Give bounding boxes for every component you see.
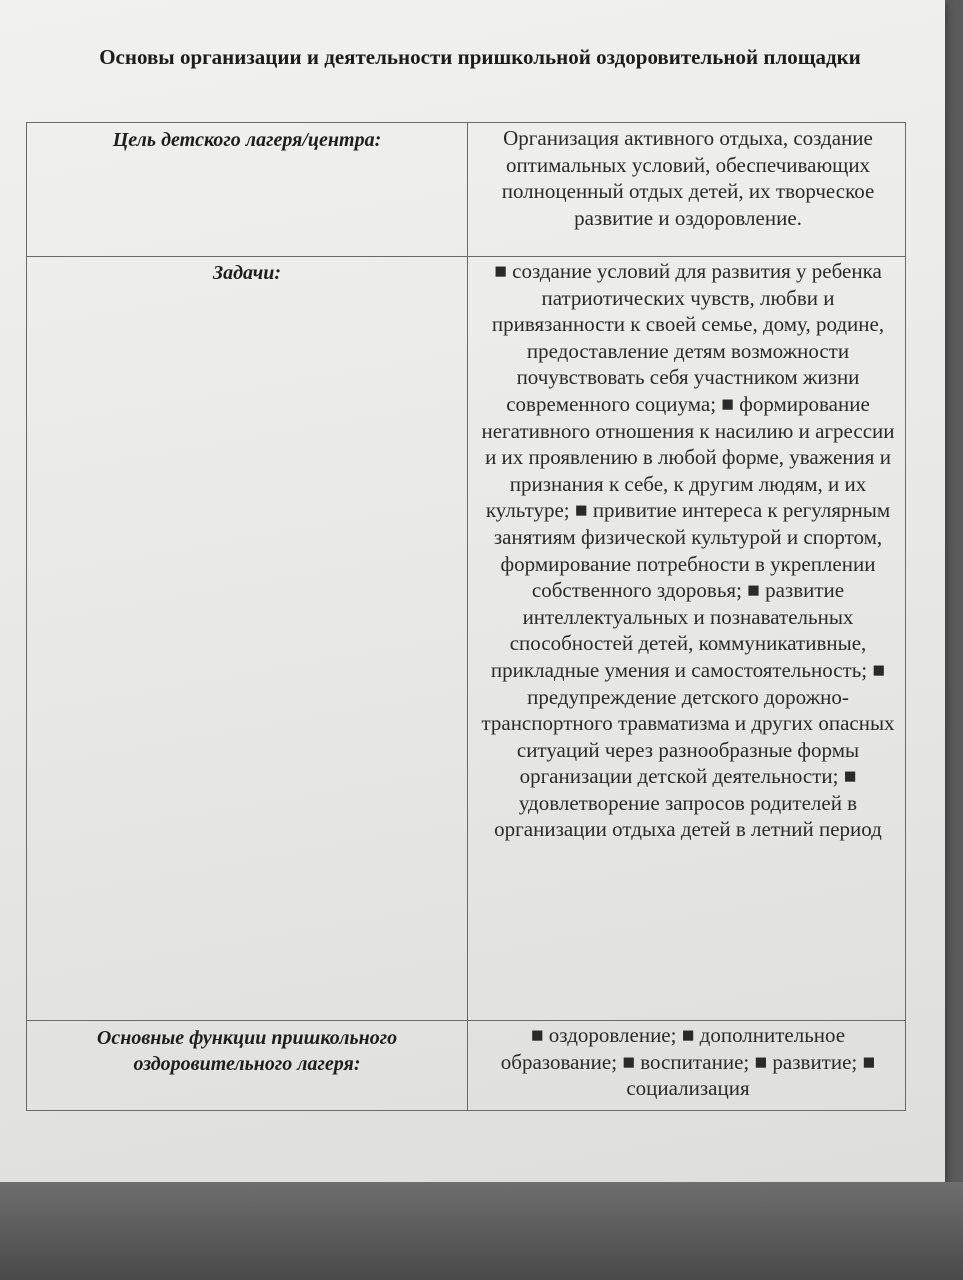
column-divider <box>467 123 468 1110</box>
tasks-label: Задачи: <box>212 262 282 284</box>
row-divider <box>27 256 905 257</box>
functions-label: Основные функции пришкольного оздоровительного лагеря: <box>96 1027 398 1075</box>
tasks-content: ■ создание условий для развития у ребенка патриотических чувств, любви и привязанности к своей семье, дому, родине, предоставление детям возможности почувствовать себя участником жизни современного социума; ■ формирование негативного отношения к насилию и агрессии и их проявлению в любой форме, уважения и признания к себе, к другим людям, и их культуре; ■ привитие интереса к регулярным занятиям физической культурой и спортом, формирование потребности в укреплении собственного здоровья; ■ развитие интеллектуальных и познавательных способностей детей, коммуникативные, прикладные умения и самостоятельность; ■ предупреждение детского дорожно-транспортного травматизма и других опасных ситуаций через разнообразные формы организации детской деятельности; ■ удовлетворение запросов родителей в организации отдыха детей в летний период <box>481 259 895 842</box>
functions-content: ■ оздоровление; ■ дополнительное образование; ■ воспитание; ■ развитие; ■ социализация <box>500 1023 876 1101</box>
goal-content: Организация активного отдыха, создание оптимальных условий, обеспечивающих полноценный отдых детей, их творческое развитие и оздоровление. <box>501 126 875 230</box>
document-title: Основы организации и деятельности пришкольной оздоровительной площадки <box>99 45 861 69</box>
row-divider <box>27 1020 905 1021</box>
info-table <box>26 122 906 1111</box>
goal-label: Цель детского лагеря/центра: <box>112 129 382 151</box>
background-surface <box>0 1182 963 1280</box>
